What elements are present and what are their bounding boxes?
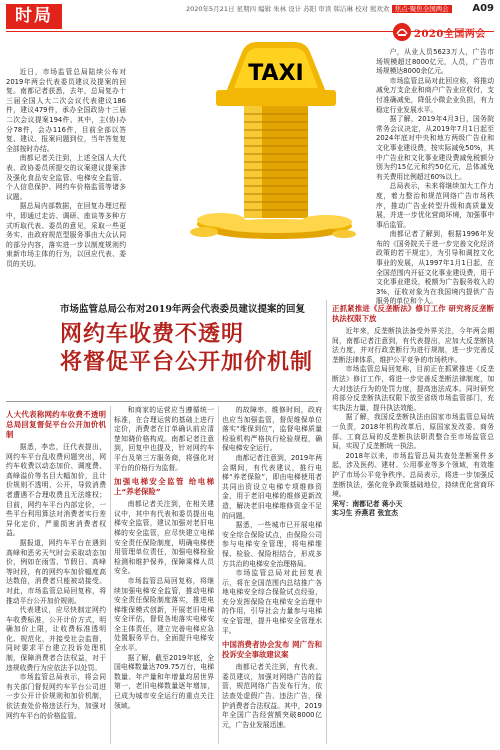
paragraph: 据总局内部数据，在回复办理过程中，即通过走访、调研、座谈等多种方式听取代表、委员的意见，采取一些更务实、由政府规范型服务事由大众认同的部分内容，落实进一步以制度规则约束新市场主体的行为，以回应代表、委员的关切。	[6, 202, 126, 268]
column-subhead: 正抓紧推进《反垄断法》修订工作 研究将反垄断执法权限下放	[332, 304, 494, 323]
headline-title-line1: 网约车收费不透明	[60, 321, 245, 347]
paragraph: 据了解，截至2019年底，全国电梯数量达709.75万台，电梯数量、年产量和年增量均居世界第一，老旧电梯数量逐年增加，已成为城市安全运行的重点关注领域。	[114, 653, 214, 710]
paragraph: 市场监管总局回复称，目前正在抓紧推进《反垄断法》修订工作，将进一步完善反垄断法律制度，加大对违法行为的处罚力度，提高违法成本。同时研究将部分反垄断执法权限下放至省级市场监管部门，充实执法力量，提升执法效能。	[332, 365, 494, 412]
paragraph: 南都记者关注到，在相关建议中，其中有代表和委员提出电梯安全监管，建议加强对老旧电梯的安全监管，应尽快建立电梯安全责任保险制度，明确电梯使用管理单位责任，加强电梯检验检测和维护保养，保障乘梯人员安全。	[114, 500, 214, 576]
paragraph: 2018年以来，市场监管总局共查处垄断案件多起，涉及医药、建材、公用事业等多个领域，有效维护了市场公平竞争秩序。总局表示，将进一步加强反垄断执法，强化竞争政策基础地位，持续优化营商环境。	[332, 451, 494, 499]
paragraph: 市场监管总局表示，将会同有关部门督促网约车平台公司进一步公开计价规则和加价机制，依法查处价格违法行为，加强对网约车平台的价格监管。	[6, 673, 106, 720]
two-sessions-logo	[392, 22, 494, 42]
paragraph: 近日，市场监管总局陆续公布对2019年两会代表委员建议及提案的回复。南都记者获悉，去年，总局复办十三届全国人大二次会议代表建议186件，建议479件，承办全国政协十三届二次会议提案194件。其中，主(协)办分78件，会办116件，目前全部以答复、建议、报案问题到位，当年答复复全部按时办结。	[6, 68, 126, 153]
paragraph: 市场监管总局对此回复表示，将在全国范围内总结推广各地电梯安全综合保险试点经验，充分发挥保险在电梯安全治理中的作用，引导社会力量参与电梯安全管理，提升电梯安全管理水平。	[222, 569, 322, 635]
page-meta-highlight: 焦点·聚焦全国两会	[392, 5, 452, 13]
section-divider	[6, 401, 318, 402]
page-number: A09	[472, 3, 494, 14]
column-subhead: 中国消费者协会发布 网广告和投诉安全事故建议案	[222, 640, 322, 660]
taxi-sign-text: TAXI	[248, 61, 304, 86]
taxi-illustration-svg	[186, 14, 356, 240]
column-rule	[326, 300, 327, 744]
paragraph: 的故障率、维修时间，政府也应当加强监管，督促维保单位落实“维保到位”，监督电梯质量检验机构严格执行检验规程，确保电梯安全运行。	[222, 406, 322, 453]
byline-reporter: 采写：南都记者 蒋小天	[332, 499, 403, 508]
column-rule	[218, 406, 219, 744]
paragraph: 和商家的运营应当遵循统一标准，在合理运营的基础上进行定价，消费者在订单确认前应清楚知晓价格构成。南都记者注意到，回复中也提及，针对网约车平台及第三方服务商，将强化对平台的价格行为监督。	[114, 406, 214, 472]
paragraph: 据悉，一些城市已开展电梯安全综合保险试点，由保险公司参与电梯安全管理，将电梯维保、检验、保险相结合，形成多方共治的电梯安全治理格局。	[222, 521, 322, 568]
logo-text: 2020全国两会	[414, 29, 486, 40]
column-right-top	[376, 48, 494, 306]
coin-stack-icon	[244, 106, 308, 218]
paragraph: 总局表示，未来将继续加大工作力度，着力整治和规范网络广告市场秩序，推动广告业转型升级和高质量发展，并进一步优化营商环境，加强事中事后监管。	[376, 182, 494, 229]
headline-title-line2: 将督促平台公开加价机制	[60, 349, 314, 375]
paragraph: 据了解，2019年4月3日，国务院常务会议决定，从2019年7月1日起至2024年底对中央和地方两级广告业和文化事业建设费，按实际减免50%，其中广告业和文化事业建设费减免税额分别为约15亿元和约50亿元，总体减免有关费用比例超过60%以上。	[376, 115, 494, 181]
byline-intern: 实习生 乔燕君 张宜杰	[332, 509, 398, 518]
page-meta-text: 2020年5月21日 星期四 编辑 朱林 设计 苏阳 审读 韩洁琳 校对 熊欢欢	[186, 5, 390, 13]
paragraph: 据悉，李忠，汪代表提出，网约车平台乱收费问题突出，网约车收费以动态加价、调度费、高峰溢价等名目大幅加价，且计价规则不透明、公开，导致消费者遭遇不合理收费且无法维权；目前，网约车平台内部定价，一些平台利用算法对消费者实行差异化定价，严重损害消费者权益。	[6, 443, 106, 538]
column-subhead: 加强电梯安全监管 给电梯上“养老保险”	[114, 477, 214, 497]
paragraph: 据了解，我国反垄断执法由国家市场监管总局统一负责，2018年机构改革后，原国家发改委、商务部、工商总局的反垄断执法职责整合至市场监管总局，实现了反垄断统一执法。	[332, 413, 494, 451]
paragraph: 南都记者关注到，有代表、委员建议，加强对网络广告的监管，规范网络广告发布行为，依法查处虚假广告、违法广告，保护消费者合法权益。其中，2019年全国广告经营额突破8000亿元，广告业发展迅速。	[222, 663, 322, 729]
page-meta	[186, 4, 449, 13]
column-b	[114, 406, 214, 744]
section-tag: 时局	[6, 4, 62, 29]
paragraph: 南都记者关注到，上述全国人大代表、政协委员所提交的议案建议提案涉及强化食品安全监管、电梯安全监管、个人信息保护、网约车价格监管等诸多议题。	[6, 154, 126, 201]
paragraph: 近年来，反垄断执法备受外界关注，今年两会期间，南都记者注意到，有代表提出，应加大反垄断执法力度，并对行政垄断行为进行规制，进一步完善反垄断法律体系，维护公平竞争的市场秩序。	[332, 327, 494, 364]
paragraph: 代表建议，应尽快制定网约车收费标准，公开计价方式，明确加价上限，让收费标准透明化、规范化，并接受社会监督，同时要求平台建立投诉处理机制，保障消费者合法权益，对于违规收费行为应依法予以处罚。	[6, 606, 106, 672]
paragraph: 户，从业人员5623万人，广告市场规模超过8000亿元，人员，广告市场规模达8000余亿元。	[376, 48, 494, 76]
paragraph: 据报道，网约车平台在遇到高峰和恶劣天气时会采取动态加价，例如在雨雪、节假日、高峰等时段，有的网约车加价幅度高达数倍，消费者只能被动接受。对此，市场监管总局回复称，将推动平台公开加价规则。	[6, 538, 106, 605]
headline-kicker: 市场监管总局公布对2019年两会代表委员建议提案的回复	[60, 304, 305, 315]
paragraph: 南都记者了解到，根据1996年发布的《国务院关于进一步完善文化经济政策的若干规定》，为引导和调控文化事业的发展，从1997年1月1日起，在全国范围内开征文化事业建设费，用于文化事业建设，税额为广告服务收入的3%，征收对象为在我国境内提供广告服务的单位和个人。	[376, 230, 494, 306]
logo-emblem-icon	[392, 22, 412, 42]
column-a	[6, 406, 106, 744]
column-rule	[110, 406, 111, 744]
paragraph: 市场监管总局回复称，将继续加强电梯安全监管，推动电梯安全责任保险制度落实，推进电梯维保模式创新，开展老旧电梯安全评估，督促各地落实电梯安全主体责任，建立完善电梯应急处置服务平台，全面提升电梯安全水平。	[114, 576, 214, 653]
paragraph: 市场监管总局对此回应称，将推动减免万支企业和商户广告业应收付，支付准确减免，降低小微企业负担，有力稳定行业发展水平。	[376, 76, 494, 114]
column-d	[332, 300, 494, 744]
column-subhead: 人大代表称网约车收费不透明 总局回复督促平台公开加价机制	[6, 410, 106, 439]
column-c	[222, 406, 322, 744]
column-left-top	[6, 68, 126, 296]
paragraph: 南都记者注意到，2019年两会期间，有代表建议，推行电梯“养老保险”，即由电梯使用者共同出资设立电梯专项维修资金，用于老旧电梯的维修更新改造，解决老旧电梯维修资金不足的问题。	[222, 453, 322, 520]
taxi-on-coins-illustration	[186, 14, 356, 240]
taxi-sign-icon	[216, 42, 336, 106]
